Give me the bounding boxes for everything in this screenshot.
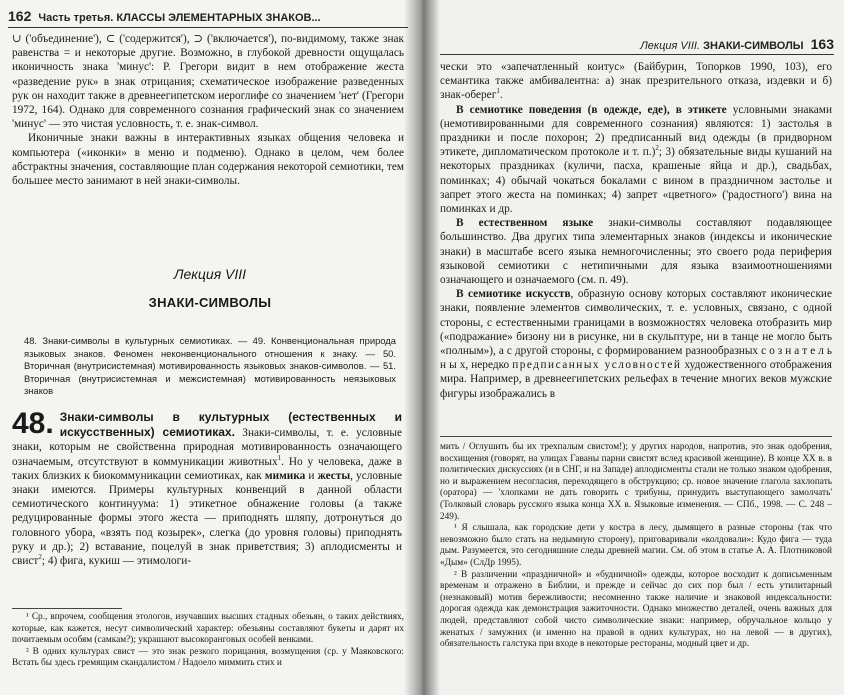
right-para1-text: чески это «запечатленный коитус» (Байбурин, Топорков 1990, 103), его семантика также амбивалентна: а) знак презрительного отказа, издевки и б) знак-оберег	[440, 61, 832, 102]
section-text-2: . Но у человека, даже в таких близких к биокоммуникации семиотиках, как	[12, 455, 402, 482]
section-number: 48.	[12, 407, 54, 440]
right-para4-bold: В семиотике искусств	[456, 288, 571, 301]
right-footnote-1: ¹ Я слышала, как городские дети у костра в лесу, дымящего в разные стороны (так что невозможно было стать на недымную сторону), приговаривали «колдовали»: Кудо фига — туда дым. Разумеется, это сегодняшние следы древней магии. См. об этом в статье А. А. Плотниковой «Дым» (СлДр 1995).	[440, 523, 832, 568]
right-para3-text: знаки-символы составляют подавляющее большинство. Два других типа элементарных знаков (индексы и иконические знаки) в масштабе всего языка немногочисленны; это своего рода периферия языковой семиотики с нетипичными для языка взаимоотношениями означающего и означаемого (см. п. 49).	[440, 217, 833, 287]
right-para2-rest: ; 3) обязательные виды кушаний на некоторых праздниках (куличи, пасха, крашеные яйца и др.), свадьбах, поминках; 4) обычай чокаться бокалами с вином в праздничном застолье и запрет этого жеста на поминках; 4) запрет «цветного» ('радостного') вина на поминках и др.	[440, 146, 832, 216]
term-mimika: мимика	[264, 469, 306, 482]
right-running-head-text: ЗНАКИ-СИМВОЛЫ	[703, 40, 804, 52]
footnote-ref-2: 2	[38, 553, 42, 562]
section-text-1: Знаки-символы, т. е. условные знаки, которым не свойственна природная мотивированность означающего означаемым, отсутствуют в коммуникации животных	[12, 427, 403, 468]
left-footnote-rule	[12, 608, 122, 609]
section-text-4: ; 4) фига, кукиш — этимологи-	[41, 555, 192, 568]
section-48	[12, 407, 403, 568]
right-paragraph-2	[440, 103, 832, 217]
left-page-number: 162	[8, 8, 32, 24]
right-para1-end: .	[499, 89, 503, 102]
right-running-head-lecture: Лекция VIII.	[640, 40, 700, 52]
right-running-head	[640, 36, 834, 52]
left-running-head-text: Часть третья. КЛАССЫ ЭЛЕМЕНТАРНЫХ ЗНАКОВ...	[38, 12, 321, 24]
section-text-3: , условные знаки имеются. Примеры культурных конвенций в данной области семиотического континуума: 1) этикетное обнажение головы (а также редуцированные формы этого жеста — приподнять шляпу, дотронуться до головного убора, «взять под козырек», слегка (до уровня головы) приподнять руку и др.); 2) вставание, поцелуй в знак приветствия; 3) аплодисменты и свист	[12, 469, 402, 568]
right-footnote-continuation: мить / Оглушить бы их трехпалым свистом!); у других народов, напротив, это знак одобрения, восхищения (говорят, на улицах Гаваны парни свистят вслед красивой женщине). В конце XX в. в политических дискуссиях (и в СНГ, и на Западе) аплодисменты стали не только знаком одобрения, но и выражением несогласия, переходящего в обструкцию; ср. новое значение глагола захлопать (оратора) — 'хлопками не дать говорить с трибуны, принудить выступающего замолчать' (Толковый словарь русского языка конца XX в. Языковые изменения. — СПб., 1998. — С. 248 – 249).	[440, 442, 832, 522]
left-footnotes	[12, 612, 404, 670]
right-page	[422, 0, 844, 695]
right-para4-text: , образную основу которых составляют иконические знаки, появление элементов символических, т. е. условных, связано, с одной стороны, с естественными границами в возможностях человека отобразить мир («подражание» бизону ни в рисунке, ни в скульптуре, ни в танце не могло быть «полным»), а с другой стороны, с формированием разнообразных с о з н а т е л ь н ы х, нередко	[440, 288, 832, 372]
lecture-name: ЗНАКИ-СИМВОЛЫ	[148, 295, 272, 310]
left-paragraph-1: ∪ ('объединение'), ⊂ ('содержится'), ⊃ ('включается'), по-видимому, также знак равенства = и некоторые другие. Возможно, в глубокой древности ощущалась иконичность знака 'минус': Р. Грегори видит в нем отображение жеста «разведение рук» в знак отрицания; схематическое изображение разведенных рук он находит также в древнеегипетском иероглифе со значением 'нет' (Грегори 1972, 164). Однако для современного сознания графический знак со значением 'минус' — это чистая условность, т. е. знак-символ.	[12, 33, 404, 131]
left-paragraph-2: Иконичные знаки важны в интерактивных языках общения человека и компьютера («иконки» в меню и подменю). Однако в целом, чем более абстрактны значения, составляющие план содержания некоторой семиотики, тем большее место занимают в ней знаки-символы.	[12, 132, 404, 188]
conjunction: и	[305, 469, 318, 482]
right-fn-ref-1: 1	[496, 87, 500, 96]
section-heading: Знаки-символы в культурных (естественных и искусственных) семиотиках.	[59, 410, 402, 440]
left-footnote-1: ¹ Ср., впрочем, сообщения этологов, изучавших высших стадных обезьян, о таких действиях, которые, как кажется, несут символический характер: обезьяны составляют букеты и дарят их почитаемым особям (самкам?); украшают высокоранговых особей венками.	[12, 612, 404, 646]
lecture-summary-block	[24, 326, 396, 407]
right-para3-bold: В естественном языке	[456, 217, 594, 230]
left-running-head	[8, 8, 321, 24]
right-para4-spaced: предписанных условностей	[512, 359, 682, 372]
left-footnote-2: ² В одних культурах свист — это знак резкого порицания, возмущения (ср. у Маяковского: Встать бы здесь гремящим скандалистом / Надоело миммить стих и	[12, 646, 404, 669]
section-paragraph	[12, 407, 403, 568]
footnote-ref-1: 1	[277, 453, 282, 462]
lecture-title: Лекция VIII	[173, 266, 247, 282]
right-footnote-rule	[440, 436, 832, 437]
right-para-block	[440, 60, 832, 401]
right-head-rule	[440, 54, 834, 55]
right-footnote-2: ² В различении «праздничной» и «будничной» одежды, которое восходит к дописьменным временам и отражено в Библии, и прежде и сейчас до сих пор был / есть утилитарный (незнаковый) мотив бережливости; несомненно также наличие и знаковой индексальности: дорогая одежда как демонстрация зажиточности. Однако множество деталей, очень важных для людей, представляют собой чисто символические знаки: например, обручальное кольцо у женатых / замужних (и именно на правой в одних культурах, но на левой — в других), обязательность галстука при входе в некоторые рестораны, модный цвет и др.	[440, 569, 832, 650]
right-fn-ref-2: 2	[655, 144, 659, 153]
left-para-block	[12, 32, 404, 188]
right-para4-end: художественного отображения мира. Например, в древнеегипетских рельефах в течение многих веков мужские фигуры изображались в	[440, 359, 832, 400]
right-page-number: 163	[810, 36, 834, 52]
lecture-summary: 48. Знаки-символы в культурных семиотиках. — 49. Конвенциональная природа языковых знаков. Феномен неконвенционального отношения к знаку. — 50. Вторичная (внутрисистемная) мотивированность языковых знаков-символов. — 51. Вторичная (внутрисистемная и межсистемная) мотивированность неязыковых знаков	[24, 335, 396, 397]
right-footnotes	[440, 442, 832, 651]
right-para2-text: условными знаками (немотивированными для современного сознания) являются: 1) застолья в праздники и после похорон; 2) предписанный вид одежды (в придворном этикете, дипломатическом протоколе и т. п.)	[440, 103, 832, 159]
right-paragraph-3	[440, 216, 832, 287]
right-para2-bold: В семиотике поведения (в одежде, еде), в этикете	[456, 103, 727, 116]
right-paragraph-4	[440, 287, 832, 401]
right-paragraph-1	[440, 60, 832, 103]
term-zhesty: жесты	[317, 469, 351, 482]
left-head-rule	[8, 27, 408, 28]
